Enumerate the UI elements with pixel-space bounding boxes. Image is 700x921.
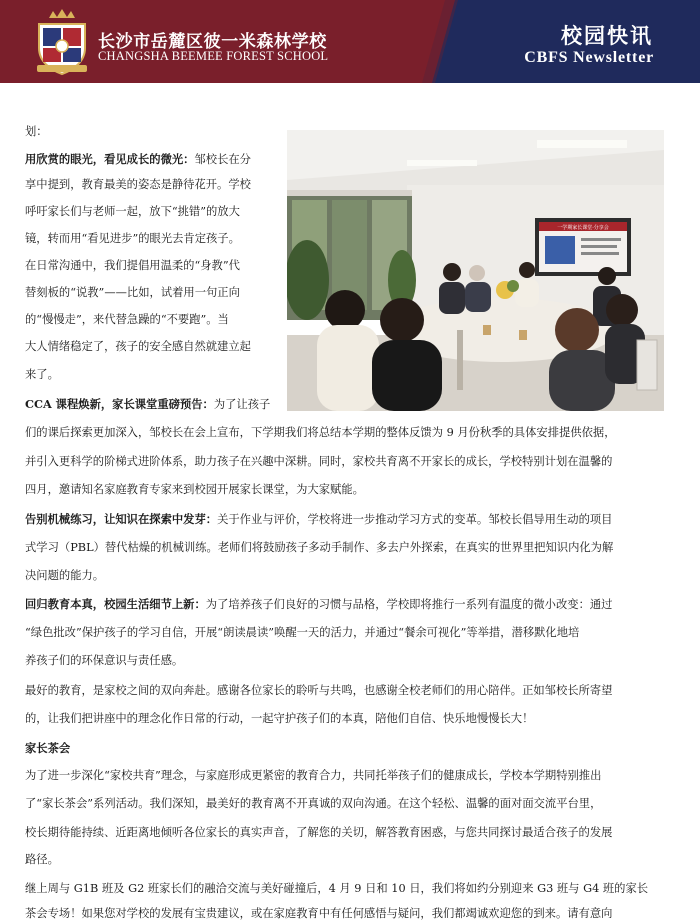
paragraph-line: 在日常沟通中，我们提倡用温柔的“身教”代 [25,259,240,272]
paragraph-line: “绿色批改”保护孩子的学习自信，开展“朗读晨读”唤醒一天的活力，并通过“餐余可视化”等举措，潜移默化地培 [25,626,580,639]
paragraph-line: 四月，邀请知名家庭教育专家来到校园开展家长课堂，为大家赋能。 [25,483,364,496]
paragraph-line: 路径。 [25,853,59,866]
paragraph-line: 的“慢慢走”，来代替急躁的“不要跑”。当 [25,313,229,326]
paragraph-line: 来了。 [25,368,59,381]
section-heading-life: 回归教育本真，校园生活细节上新： [25,597,206,611]
paragraph-line: 享中提到，教育最美的姿态是静待花开。学校 [25,178,251,191]
paragraph-line: 养孩子们的环保意识与责任感。 [25,654,184,667]
paragraph-line: 的，让我们把讲座中的理念化作日常的行动，一起守护孩子们的本真，陪他们自信、快乐地慢慢长大！ [25,712,534,725]
paragraph-line: CCA 课程焕新，家长课堂重磅预告：为了让孩子 [25,397,271,411]
paragraph-line: 并引入更科学的阶梯式进阶体系，助力孩子在兴趣中深耕。同时，家校共育离不开家长的成长，学校特别计划在温馨的 [25,455,613,468]
section-heading-tea: 家长茶会 [25,741,71,755]
school-name-cn: 长沙市岳麓区彼一米森林学校 [98,32,327,52]
continued-text: 划： [25,125,48,138]
paragraph-line: 茶会专场！如果您对学校的发展有宝贵建议，或在家庭教育中有任何感悟与疑问，我们都竭诚欢迎您的到来。请有意向 [25,907,613,920]
paragraph-line: 式学习（PBL）替代枯燥的机械训练。老师们将鼓励孩子多动手制作、多去户外探索，在真实的世界里把知识内化为解 [25,541,614,554]
paragraph-line: 回归教育本真，校园生活细节上新：为了培养孩子们良好的习惯与品格，学校即将推行一系列有温度的微小改变：通过 [25,597,613,611]
section-heading-appreciation: 用欣赏的眼光，看见成长的微光： [25,152,195,166]
paragraph-line: 为了进一步深化“家校共育”理念，与家庭形成更紧密的教育合力，共同托举孩子们的健康成长，学校本学期特别推出 [25,769,602,782]
section-heading-cca: CCA 课程焕新，家长课堂重磅预告： [25,397,214,411]
paragraph-line: 告别机械练习，让知识在探索中发芽：关于作业与评价，学校将进一步推动学习方式的变革。邹校长倡导用生动的项目 [25,512,613,526]
school-name-en: CHANGSHA BEEMEE FOREST SCHOOL [98,49,329,63]
newsletter-title-en: CBFS Newsletter [524,49,654,66]
paragraph-line: 校长期待能持续、近距离地倾听各位家长的真实声音，了解您的关切，解答教育困惑，与您共同探讨最适合孩子的发展 [25,826,613,839]
paragraph-line: 继上周与 G1B 班及 G2 班家长们的融洽交流与美好碰撞后，4 月 9 日和 10 日，我们将如约分别迎来 G3 班与 G4 班的家长 [25,882,649,895]
paragraph-line: 决问题的能力。 [25,569,105,582]
paragraph-line: 替刻板的“说教”——比如，试着用一句正向 [25,286,240,299]
screen-title: 一学期家长课堂·分享会 [557,225,609,231]
paragraph-line: 镜，转而用“看见进步”的眼光去肯定孩子。 [25,232,240,245]
section-heading-pbl: 告别机械练习，让知识在探索中发芽： [25,512,218,526]
paragraph-line: 最好的教育，是家校之间的双向奔赴。感谢各位家长的聆听与共鸣，也感谢全校老师们的用心陪伴。正如邹校长所寄望 [25,684,613,697]
paragraph-line: 呼吁家长们与老师一起，放下“挑错”的放大 [25,205,240,218]
newsletter-title-cn: 校园快讯 [561,24,653,48]
paragraph-line: 用欣赏的眼光，看见成长的微光：邹校长在分 [25,152,251,166]
paragraph-line: 大人情绪稳定了，孩子的安全感自然就建立起 [25,340,251,353]
paragraph-line: 了“家长茶会”系列活动。我们深知，最美好的教育离不开真诚的双向沟通。在这个轻松、温馨的面对面交流平台里， [25,797,602,810]
paragraph-line: 们的课后探索更加深入，邹校长在会上宣布，下学期我们将总结本学期的整体反馈为 9 月份秋季的具体安排提供依据， [25,426,616,439]
